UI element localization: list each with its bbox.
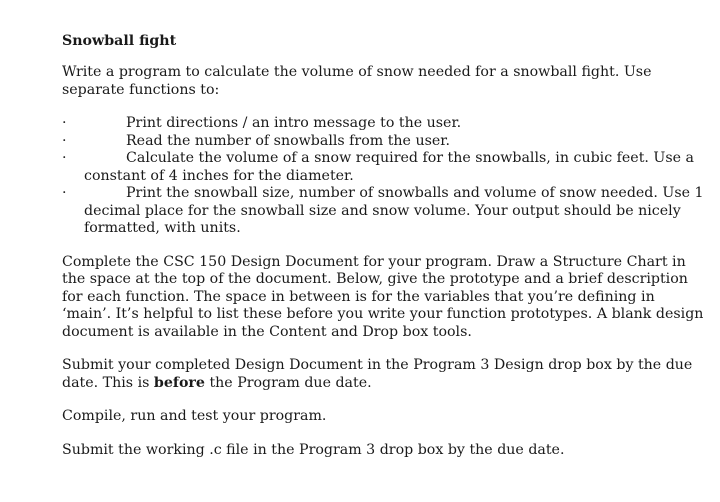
bullet-marker: · xyxy=(62,150,67,166)
submit-design-text-after: the Program due date. xyxy=(204,374,372,391)
list-item xyxy=(62,185,707,238)
requirements-list xyxy=(62,115,707,238)
submit-design-paragraph xyxy=(62,357,707,392)
bullet-marker: · xyxy=(62,185,67,201)
list-item-text: Print the snowball size, number of snowballs and volume of snow needed. Use 1 decimal place for the snowball size and snow volume. Your output should be nicely formatted, with units. xyxy=(84,185,704,236)
document-title: Snowball fight xyxy=(62,33,177,49)
compile-paragraph: Compile, run and test your program. xyxy=(62,408,327,424)
list-item-text: Calculate the volume of a snow required for the snowballs, in cubic feet. Use a constant of 4 inches for the diameter. xyxy=(84,150,695,184)
list-item xyxy=(62,150,707,185)
submit-code-paragraph: Submit the working .c file in the Program 3 drop box by the due date. xyxy=(62,441,565,458)
submit-design-text-before: Submit your completed Design Document in the Program 3 Design drop box by the due date. This is xyxy=(62,357,693,391)
list-item xyxy=(62,133,707,151)
list-item-text: Print directions / an intro message to the user. xyxy=(126,115,462,131)
list-item xyxy=(62,115,707,133)
list-item-text: Read the number of snowballs from the user. xyxy=(126,132,451,149)
document-body xyxy=(62,31,707,459)
bullet-marker: · xyxy=(62,115,67,131)
submit-design-emphasis: before xyxy=(153,374,205,391)
intro-paragraph: Write a program to calculate the volume of snow needed for a snowball fight. Use separate functions to: xyxy=(62,64,652,98)
bullet-marker: · xyxy=(62,132,67,149)
design-document-paragraph: Complete the CSC 150 Design Document for your program. Draw a Structure Chart in the space at the top of the document. Below, give the prototype and a brief description for each function. The space in between is for the variables that you’re defining in ‘main’. It’s helpful to list these before you write your function prototypes. A blank design document is available in the Content and Drop box tools. xyxy=(62,253,704,340)
